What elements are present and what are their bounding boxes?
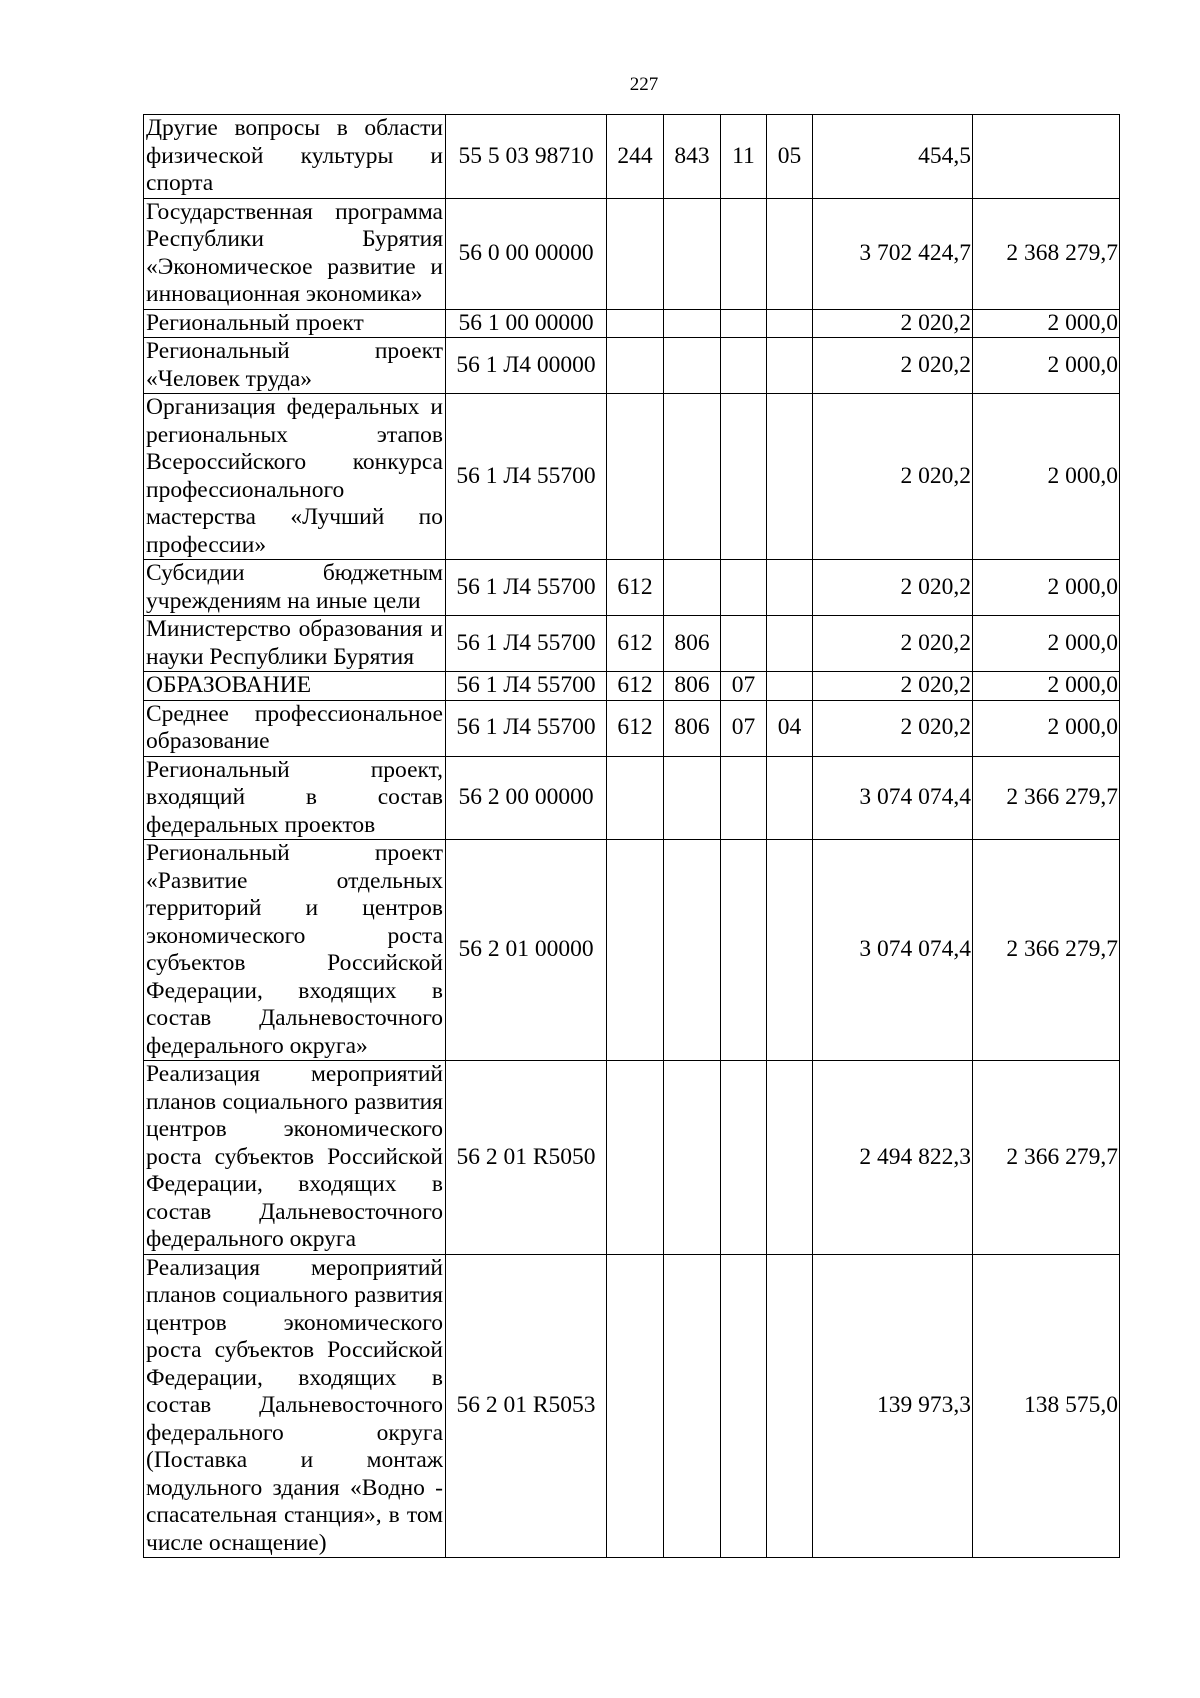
row-expense-type (607, 840, 664, 1061)
row-name: Среднее профессиональное образование (144, 700, 446, 756)
row-sum-2: 2 000,0 (973, 394, 1120, 560)
row-grbs (664, 1061, 721, 1255)
row-name: ОБРАЗОВАНИЕ (144, 672, 446, 701)
row-subsection (767, 338, 813, 394)
budget-table (143, 114, 1120, 1558)
row-section (721, 756, 767, 840)
row-sum-2: 2 366 279,7 (973, 1061, 1120, 1255)
row-sum-2: 2 000,0 (973, 309, 1120, 338)
row-section (721, 616, 767, 672)
row-expense-type (607, 1061, 664, 1255)
table-row (144, 394, 1120, 560)
row-sum-1: 2 494 822,3 (813, 1061, 973, 1255)
row-section: 07 (721, 700, 767, 756)
row-target-code: 56 1 Л4 00000 (446, 338, 607, 394)
row-sum-2: 2 000,0 (973, 560, 1120, 616)
row-target-code: 56 2 01 R5053 (446, 1254, 607, 1558)
table-row (144, 756, 1120, 840)
table-row (144, 309, 1120, 338)
row-name: Другие вопросы в области физической культуры и спорта (144, 115, 446, 199)
row-section: 11 (721, 115, 767, 199)
row-subsection (767, 840, 813, 1061)
row-subsection: 05 (767, 115, 813, 199)
row-target-code: 56 1 Л4 55700 (446, 700, 607, 756)
row-name: Государственная программа Республики Бурятия «Экономическое развитие и инновационная экономика» (144, 198, 446, 309)
table-row (144, 616, 1120, 672)
row-name: Региональный проект «Человек труда» (144, 338, 446, 394)
row-target-code: 56 2 01 00000 (446, 840, 607, 1061)
row-expense-type (607, 1254, 664, 1558)
row-grbs (664, 198, 721, 309)
row-expense-type (607, 338, 664, 394)
row-grbs (664, 394, 721, 560)
row-sum-2: 2 366 279,7 (973, 756, 1120, 840)
row-target-code: 55 5 03 98710 (446, 115, 607, 199)
table-row (144, 115, 1120, 199)
row-expense-type: 244 (607, 115, 664, 199)
row-sum-1: 2 020,2 (813, 394, 973, 560)
row-name: Субсидии бюджетным учреждениям на иные цели (144, 560, 446, 616)
row-sum-2: 2 000,0 (973, 338, 1120, 394)
row-subsection (767, 198, 813, 309)
row-sum-1: 2 020,2 (813, 672, 973, 701)
table-row (144, 198, 1120, 309)
row-target-code: 56 1 00 00000 (446, 309, 607, 338)
row-target-code: 56 1 Л4 55700 (446, 560, 607, 616)
row-grbs (664, 309, 721, 338)
row-sum-2: 2 368 279,7 (973, 198, 1120, 309)
row-sum-1: 3 074 074,4 (813, 756, 973, 840)
row-target-code: 56 1 Л4 55700 (446, 616, 607, 672)
row-expense-type: 612 (607, 616, 664, 672)
row-expense-type: 612 (607, 700, 664, 756)
row-section (721, 1254, 767, 1558)
row-grbs (664, 1254, 721, 1558)
row-target-code: 56 1 Л4 55700 (446, 672, 607, 701)
table-row (144, 672, 1120, 701)
table-row (144, 1061, 1120, 1255)
row-name: Региональный проект «Развитие отдельных территорий и центров экономического роста субъектов Российской Федерации, входящих в состав Дальневосточного федерального округа» (144, 840, 446, 1061)
row-sum-2: 2 366 279,7 (973, 840, 1120, 1061)
row-sum-2: 2 000,0 (973, 700, 1120, 756)
row-section (721, 309, 767, 338)
row-subsection (767, 1254, 813, 1558)
row-sum-1: 3 702 424,7 (813, 198, 973, 309)
row-section (721, 338, 767, 394)
row-name: Региональный проект (144, 309, 446, 338)
row-grbs: 806 (664, 616, 721, 672)
row-name: Реализация мероприятий планов социального развития центров экономического роста субъектов Российской Федерации, входящих в состав Дальневосточного федерального округа (144, 1061, 446, 1255)
row-subsection (767, 616, 813, 672)
row-target-code: 56 2 01 R5050 (446, 1061, 607, 1255)
row-sum-1: 2 020,2 (813, 560, 973, 616)
row-sum-2 (973, 115, 1120, 199)
row-name: Реализация мероприятий планов социального развития центров экономического роста субъектов Российской Федерации, входящих в состав Дальневосточного федерального округа (Поставка и монтаж модульного здания «Водно - спасательная станция», в том числе оснащение) (144, 1254, 446, 1558)
row-grbs: 843 (664, 115, 721, 199)
row-subsection (767, 1061, 813, 1255)
row-sum-1: 3 074 074,4 (813, 840, 973, 1061)
row-section (721, 840, 767, 1061)
row-sum-1: 2 020,2 (813, 700, 973, 756)
page-number: 227 (629, 74, 659, 95)
row-name: Министерство образования и науки Республики Бурятия (144, 616, 446, 672)
row-section (721, 560, 767, 616)
row-sum-1: 454,5 (813, 115, 973, 199)
row-subsection (767, 309, 813, 338)
row-target-code: 56 0 00 00000 (446, 198, 607, 309)
row-sum-2: 2 000,0 (973, 616, 1120, 672)
row-name: Региональный проект, входящий в состав федеральных проектов (144, 756, 446, 840)
row-grbs (664, 338, 721, 394)
row-section (721, 394, 767, 560)
row-target-code: 56 2 00 00000 (446, 756, 607, 840)
row-grbs (664, 840, 721, 1061)
row-subsection (767, 394, 813, 560)
row-sum-1: 2 020,2 (813, 309, 973, 338)
row-section (721, 198, 767, 309)
row-subsection (767, 560, 813, 616)
row-expense-type (607, 309, 664, 338)
row-target-code: 56 1 Л4 55700 (446, 394, 607, 560)
row-expense-type (607, 394, 664, 560)
row-sum-2: 138 575,0 (973, 1254, 1120, 1558)
row-grbs: 806 (664, 672, 721, 701)
row-section (721, 1061, 767, 1255)
table-row (144, 700, 1120, 756)
row-sum-1: 139 973,3 (813, 1254, 973, 1558)
row-sum-2: 2 000,0 (973, 672, 1120, 701)
row-expense-type: 612 (607, 672, 664, 701)
row-expense-type (607, 198, 664, 309)
row-grbs: 806 (664, 700, 721, 756)
row-subsection (767, 672, 813, 701)
row-expense-type (607, 756, 664, 840)
row-expense-type: 612 (607, 560, 664, 616)
row-name: Организация федеральных и региональных этапов Всероссийского конкурса профессионального мастерства «Лучший по профессии» (144, 394, 446, 560)
row-section: 07 (721, 672, 767, 701)
row-grbs (664, 560, 721, 616)
row-subsection (767, 756, 813, 840)
table-row (144, 338, 1120, 394)
row-subsection: 04 (767, 700, 813, 756)
table-row (144, 560, 1120, 616)
row-sum-1: 2 020,2 (813, 338, 973, 394)
table-row (144, 1254, 1120, 1558)
row-grbs (664, 756, 721, 840)
row-sum-1: 2 020,2 (813, 616, 973, 672)
table-row (144, 840, 1120, 1061)
